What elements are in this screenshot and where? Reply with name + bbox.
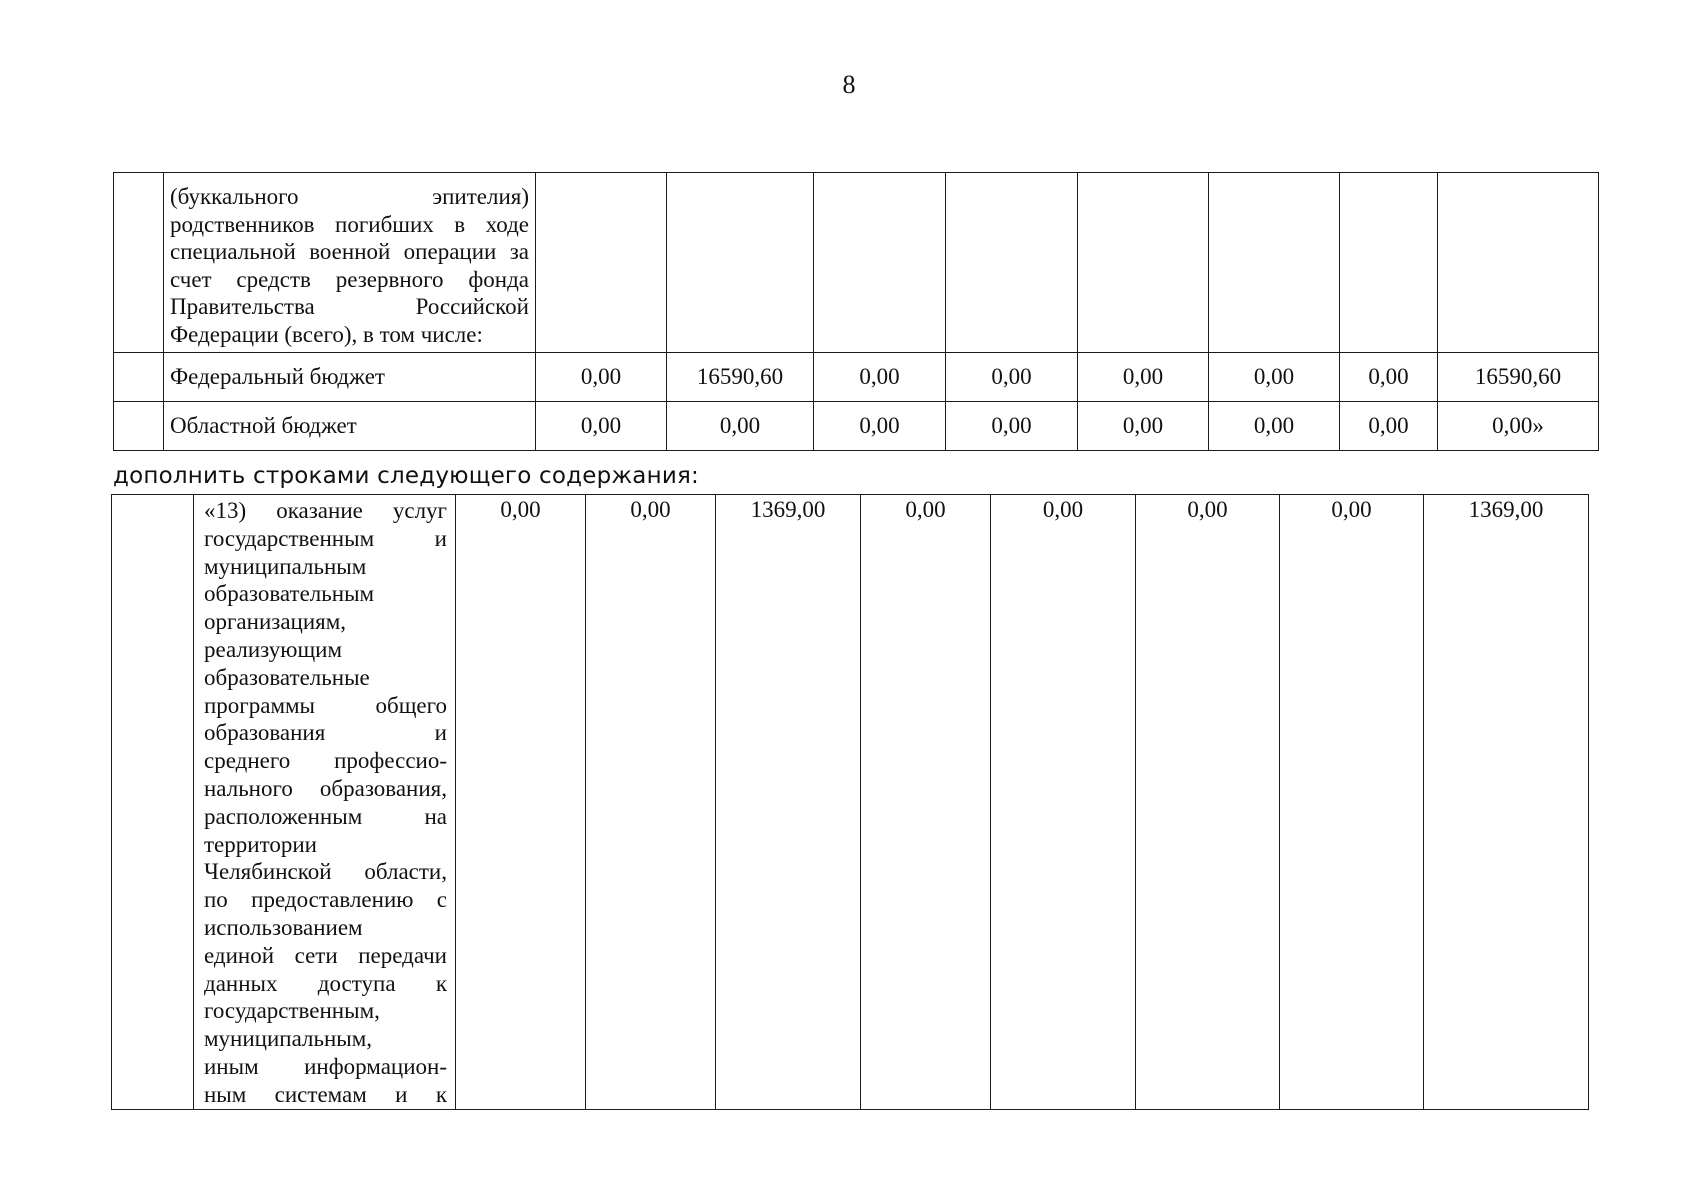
value-cell: 0,00 bbox=[536, 353, 667, 402]
desc-line: программы общего bbox=[204, 692, 447, 718]
value-cell: 0,00 bbox=[814, 353, 946, 402]
desc-line: государственным и bbox=[204, 525, 447, 551]
value-cell: 16590,60 bbox=[667, 353, 814, 402]
value-cell: 0,00 bbox=[1078, 402, 1209, 451]
value-cell bbox=[814, 173, 946, 353]
desc-line: территории bbox=[204, 831, 317, 857]
value-cell: 0,00 bbox=[946, 402, 1078, 451]
value-cell: 1369,00 bbox=[716, 495, 861, 1110]
desc-line: счет средств резервного фонда bbox=[170, 266, 529, 292]
value-cell: 0,00 bbox=[1136, 495, 1280, 1110]
table-row bbox=[114, 173, 1599, 353]
budget-table-addition bbox=[111, 494, 1589, 1110]
value-cell bbox=[1438, 173, 1599, 353]
value-cell: 0,00 bbox=[946, 353, 1078, 402]
value-cell: 0,00 bbox=[536, 402, 667, 451]
table-row-federal-budget bbox=[114, 353, 1599, 402]
desc-line: государственным, bbox=[204, 998, 380, 1024]
value-cell bbox=[667, 173, 814, 353]
row-number-cell bbox=[114, 173, 164, 353]
desc-line: по предоставлению с bbox=[204, 887, 447, 913]
value-cell bbox=[1209, 173, 1340, 353]
desc-line: использованием bbox=[204, 914, 363, 940]
desc-line: организациям, bbox=[204, 609, 347, 635]
page-number: 8 bbox=[842, 70, 856, 99]
value-cell: 0,00 bbox=[1209, 402, 1340, 451]
desc-line: образования и bbox=[204, 720, 447, 746]
event-description-cell bbox=[194, 495, 456, 1110]
value-cell: 0,00 bbox=[991, 495, 1136, 1110]
value-cell bbox=[1078, 173, 1209, 353]
desc-line: специальной военной операции за bbox=[170, 239, 529, 264]
value-cell: 0,00 bbox=[861, 495, 991, 1110]
value-cell: 0,00 bbox=[1280, 495, 1424, 1110]
value-cell: 0,00 bbox=[667, 402, 814, 451]
budget-label: Областной бюджет bbox=[164, 402, 536, 451]
desc-line: иным информацион- bbox=[204, 1053, 447, 1079]
row-number-cell bbox=[114, 402, 164, 451]
value-cell: 0,00 bbox=[1078, 353, 1209, 402]
desc-line: (буккального эпителия) bbox=[170, 184, 529, 209]
desc-line: реализующим bbox=[204, 636, 343, 662]
row-number-cell bbox=[112, 495, 194, 1110]
table-row-regional-budget bbox=[114, 402, 1599, 451]
desc-line: расположенным на bbox=[204, 803, 447, 829]
desc-line: данных доступа к bbox=[204, 970, 447, 996]
desc-line: Федерации (всего), в том числе: bbox=[170, 321, 483, 347]
desc-line: родственников погибших в ходе bbox=[170, 211, 529, 237]
total-cell: 1369,00 bbox=[1424, 495, 1589, 1110]
desc-line: «13) оказание услуг bbox=[204, 498, 447, 523]
value-cell: 0,00 bbox=[586, 495, 716, 1110]
desc-line: единой сети передачи bbox=[204, 942, 447, 968]
amendment-caption: дополнить строками следующего содержания: bbox=[113, 463, 699, 489]
desc-line: среднего профессио- bbox=[204, 748, 447, 774]
desc-line: муниципальным, bbox=[204, 1026, 373, 1052]
desc-line: ным системам и к bbox=[204, 1081, 447, 1107]
value-cell: 0,00 bbox=[814, 402, 946, 451]
value-cell bbox=[1340, 173, 1438, 353]
event-description-cell bbox=[164, 173, 536, 353]
desc-line: образовательные bbox=[204, 664, 370, 690]
desc-line: муниципальным bbox=[204, 553, 367, 579]
value-cell bbox=[946, 173, 1078, 353]
value-cell bbox=[536, 173, 667, 353]
desc-line: Правительства Российской bbox=[170, 294, 529, 319]
desc-line: нального образования, bbox=[204, 775, 447, 801]
value-cell: 0,00 bbox=[456, 495, 586, 1110]
total-cell: 16590,60 bbox=[1438, 353, 1599, 402]
value-cell: 0,00 bbox=[1340, 353, 1438, 402]
budget-table-continuation bbox=[113, 172, 1599, 451]
row-number-cell bbox=[114, 353, 164, 402]
value-cell: 0,00 bbox=[1209, 353, 1340, 402]
desc-line: Челябинской области, bbox=[204, 859, 447, 885]
value-cell: 0,00 bbox=[1340, 402, 1438, 451]
table-row-item-13 bbox=[112, 495, 1589, 1110]
total-cell: 0,00» bbox=[1438, 402, 1599, 451]
desc-line: образовательным bbox=[204, 581, 375, 607]
budget-label: Федеральный бюджет bbox=[164, 353, 536, 402]
